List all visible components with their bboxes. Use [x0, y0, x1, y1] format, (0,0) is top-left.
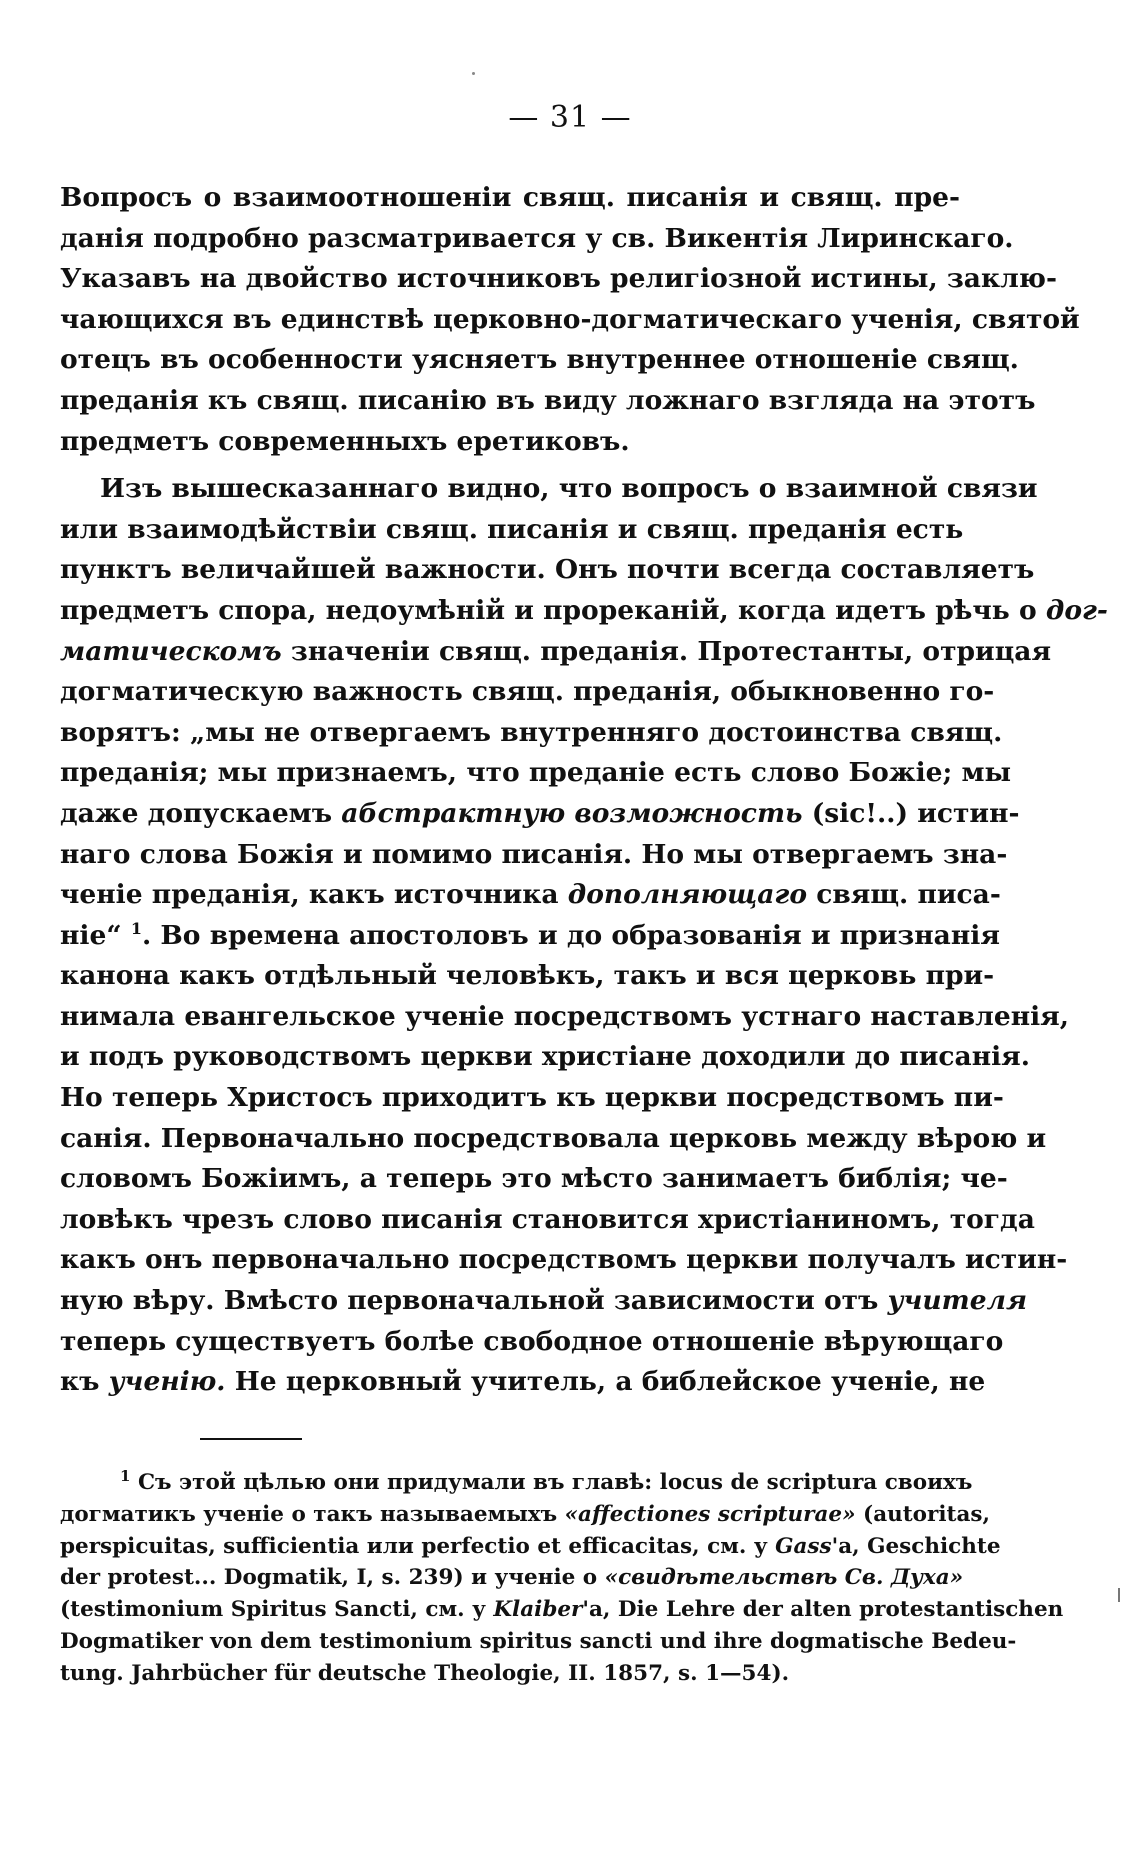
- text-line: преданія къ свящ. писанію въ виду ложнаго взгляда на этотъ: [60, 384, 1036, 416]
- text-line: канона какъ отдѣльный человѣкъ, такъ и вся церковь при-: [60, 960, 995, 992]
- text-line: матическомъ значеніи свящ. преданія. Протестанты, отрицая: [60, 635, 1052, 667]
- text-line: ворятъ: „мы не отвергаемъ внутренняго достоинства свящ.: [60, 716, 1003, 748]
- text-line: санія. Первоначально посредствовала церковь между вѣрою и: [60, 1122, 1047, 1154]
- text-line: даже допускаемъ абстрактную возможность (sic!..) истин-: [60, 797, 1020, 829]
- footnote: [60, 1466, 1064, 1690]
- text-line: наго слова Божія и помимо писанія. Но мы отвергаемъ зна-: [60, 838, 1008, 870]
- text-line: Вопросъ о взаимоотношеніи свящ. писанія и свящ. пре-: [60, 182, 960, 213]
- text-line: и подъ руководствомъ церкви христіане доходили до писанія.: [60, 1041, 1030, 1073]
- text-line: или взаимодѣйствіи свящ. писанія и свящ. преданія есть: [60, 513, 964, 545]
- text-line: къ ученію. Не церковный учитель, а библейское ученіе, не: [60, 1366, 986, 1398]
- paragraph-gap: [60, 462, 960, 469]
- footnote-line: perspicuitas, sufficientia или perfectio et efficacitas, см. у Gass'а, Geschichte: [60, 1533, 1001, 1559]
- text-line: ную вѣру. Вмѣсто первоначальной зависимости отъ учителя: [60, 1285, 1028, 1317]
- footnote-divider: [200, 1438, 302, 1440]
- text-line: чающихся въ единствѣ церковно-догматическаго ученія, святой: [60, 303, 1080, 335]
- text-line: ловѣкъ чрезъ слово писанія становится христіаниномъ, тогда: [60, 1203, 1035, 1235]
- text-line: ніе“ $^1$. Во времена апостоловъ и до образованія и признанія: [60, 918, 1000, 951]
- footnote-line: $^1$ Съ этой цѣлью они придумали въ главѣ: locus de scriptura своихъ: [120, 1466, 973, 1495]
- text-line: какъ онъ первоначально посредствомъ церкви получалъ истин-: [60, 1244, 1068, 1276]
- text-line: теперь существуетъ болѣе свободное отношеніе вѣрующаго: [60, 1325, 1004, 1357]
- footnote-line: Dogmatiker von dem testimonium spiritus sancti und ihre dogmatische Bedeu-: [60, 1628, 1017, 1654]
- italic-term: абстрактную возможность: [341, 797, 803, 829]
- main-text: [60, 178, 1108, 1403]
- scan-dot: [472, 72, 475, 75]
- text-line: предметъ современныхъ еретиковъ.: [60, 425, 630, 457]
- text-line: пунктъ величайшей важности. Онъ почти всегда составляетъ: [60, 554, 1035, 586]
- italic-term: учителя: [887, 1285, 1028, 1317]
- text-line: Изъ вышесказаннаго видно, что вопросъ о взаимной связи: [100, 473, 1038, 505]
- text-line: преданія; мы признаемъ, что преданіе есть слово Божіе; мы: [60, 757, 1012, 789]
- text-line: Но теперь Христосъ приходитъ къ церкви посредствомъ пи-: [60, 1082, 1004, 1114]
- text-line: предметъ спора, недоумѣній и прореканій, когда идетъ рѣчь о дог-: [60, 594, 1108, 626]
- text-line: догматическую важность свящ. преданія, обыкновенно го-: [60, 676, 995, 708]
- text-line: ченіе преданія, какъ источника дополняющаго свящ. писа-: [60, 879, 1001, 911]
- italic-term: Klaiber: [493, 1597, 583, 1623]
- footnote-line: догматикъ ученіе о такъ называемыхъ «affectiones scripturae» (autoritas,: [60, 1501, 990, 1527]
- text-line: отецъ въ особенности уясняетъ внутреннее отношеніе свящ.: [60, 344, 1019, 376]
- footnote-ref: 1: [130, 918, 142, 938]
- margin-mark: [1118, 1588, 1120, 1602]
- text-line: словомъ Божіимъ, а теперь это мѣсто занимаетъ библія; че-: [60, 1163, 1008, 1195]
- italic-term: ученію.: [108, 1366, 226, 1398]
- text-line: Указавъ на двойство источниковъ религіозной истины, заклю-: [60, 263, 1057, 295]
- italic-term: дополняющаго: [567, 879, 807, 911]
- text-line: данія подробно разсматривается у св. Викентія Лиринскаго.: [60, 222, 1014, 254]
- italic-term: матическомъ: [60, 635, 282, 667]
- italic-term: «affectiones scripturae»: [564, 1501, 856, 1527]
- footnote-mark: 1: [120, 1466, 131, 1485]
- italic-term: Gass: [775, 1533, 832, 1559]
- footnote-line: (testimonium Spiritus Sancti, см. у Klaiber'а, Die Lehre der alten protestantischen: [60, 1597, 1064, 1623]
- text-line: нимала евангельское ученіе посредствомъ устнаго наставленія,: [60, 1000, 1069, 1032]
- italic-term: дог-: [1045, 594, 1108, 626]
- page-number: — 31 —: [508, 100, 632, 135]
- italic-term: «свидѣтельствѣ Св. Духа»: [604, 1565, 964, 1591]
- footnote-line: tung. Jahrbücher für deutsche Theologie, II. 1857, s. 1—54).: [60, 1660, 790, 1686]
- footnote-line: der protest... Dogmatik, I, s. 239) и ученіе о «свидѣтельствѣ Св. Духа»: [60, 1565, 964, 1591]
